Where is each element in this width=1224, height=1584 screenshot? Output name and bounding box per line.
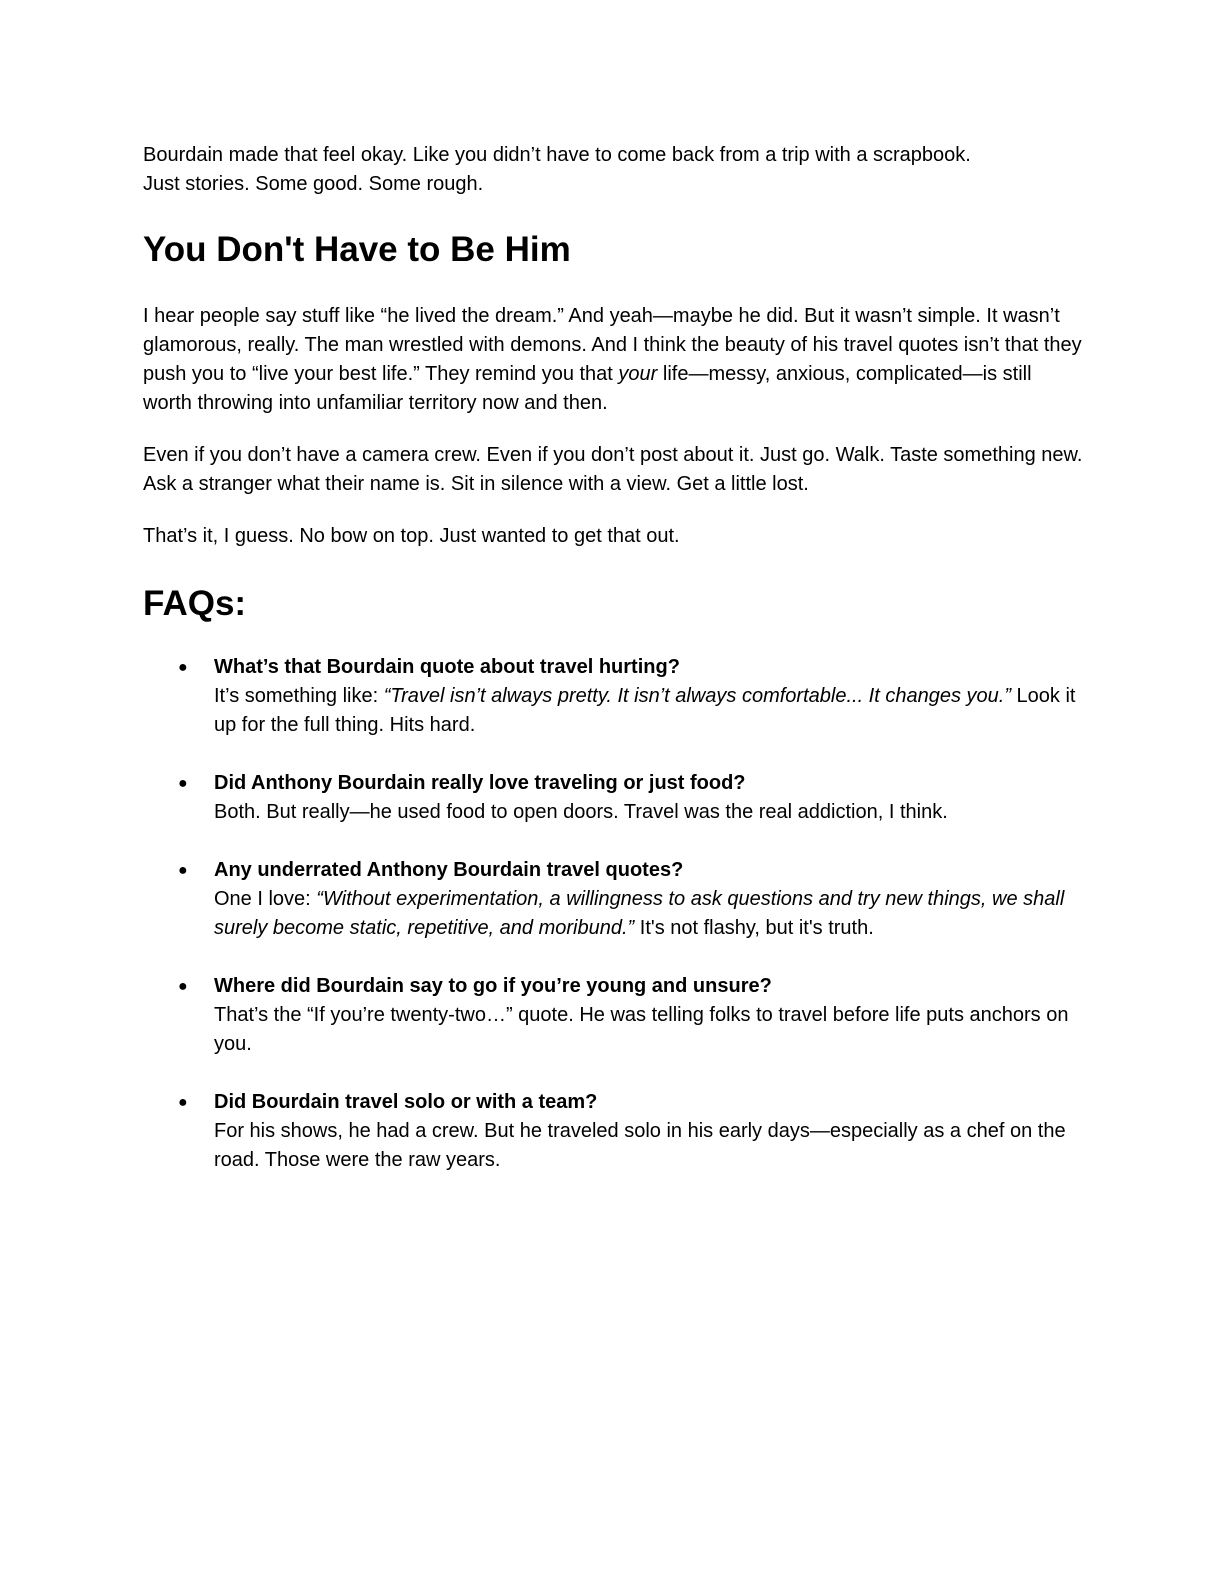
faq-question: Did Anthony Bourdain really love traveling or just food? — [214, 772, 746, 794]
bullet-icon: ● — [178, 978, 188, 995]
faq-item-travel-or-food — [143, 769, 1083, 827]
section-paragraph-3: That’s it, I guess. No bow on top. Just wanted to get that out. — [143, 525, 680, 547]
faq-answer: For his shows, he had a crew. But he traveled solo in his early days—especially as a chef on the road. Those were the raw years. — [214, 1120, 1066, 1171]
intro-line-1: Bourdain made that feel okay. Like you didn’t have to come back from a trip with a scrapbook. — [143, 144, 971, 166]
faq-answer — [214, 682, 1083, 740]
faq-item-young-and-unsure — [143, 972, 1083, 1059]
intro-paragraph — [143, 141, 1083, 199]
answer-text: Look it up for the full thing. Hits hard. — [214, 685, 1076, 736]
answer-text: It's not flashy, but it's truth. — [634, 917, 874, 939]
answer-quote: “Without experimentation, a willingness to ask questions and try new things, we shall surely become static, repetitive, and moribund.” — [214, 888, 1065, 939]
answer-text: One I love: — [214, 888, 317, 910]
faq-answer — [214, 885, 1083, 943]
document-page — [143, 141, 1083, 1204]
faq-question: Where did Bourdain say to go if you’re young and unsure? — [214, 975, 772, 997]
paragraph-text: life—messy, anxious, complicated—is still worth throwing into unfamiliar territory now and then. — [143, 363, 1032, 414]
bullet-icon: ● — [178, 775, 188, 792]
answer-quote: “Travel isn’t always pretty. It isn’t always comfortable... It changes you.” — [383, 685, 1011, 707]
bullet-icon: ● — [178, 862, 188, 879]
paragraph-text: I hear people say stuff like “he lived the dream.” And yeah—maybe he did. But it wasn’t simple. It wasn’t glamorous, really. The man wrestled with demons. And I think the beauty of his travel quotes isn’t that they push you to “live your best life.” They remind you that — [143, 305, 1082, 385]
emphasis-text: your — [618, 363, 658, 385]
section-heading: You Don't Have to Be Him — [143, 230, 571, 269]
faq-answer: That’s the “If you’re twenty-two…” quote. He was telling folks to travel before life puts anchors on you. — [214, 1004, 1069, 1055]
faq-item-travel-hurting — [143, 653, 1083, 740]
faq-answer: Both. But really—he used food to open doors. Travel was the real addiction, I think. — [214, 801, 948, 823]
section-paragraph-1 — [143, 302, 1083, 418]
answer-text: It’s something like: — [214, 685, 384, 707]
faq-question: What’s that Bourdain quote about travel hurting? — [214, 656, 680, 678]
section-paragraph-2: Even if you don’t have a camera crew. Even if you don’t post about it. Just go. Walk. Taste something new. Ask a stranger what their name is. Sit in silence with a view. Get a little lost. — [143, 444, 1083, 495]
faq-question: Did Bourdain travel solo or with a team? — [214, 1091, 598, 1113]
intro-line-2: Just stories. Some good. Some rough. — [143, 173, 484, 195]
faq-item-underrated-quotes — [143, 856, 1083, 943]
faq-question: Any underrated Anthony Bourdain travel quotes? — [214, 859, 684, 881]
faq-list — [143, 653, 1083, 1175]
faq-heading: FAQs: — [143, 584, 247, 623]
bullet-icon: ● — [178, 1094, 188, 1111]
faq-item-solo-or-team — [143, 1088, 1083, 1175]
bullet-icon: ● — [178, 659, 188, 676]
